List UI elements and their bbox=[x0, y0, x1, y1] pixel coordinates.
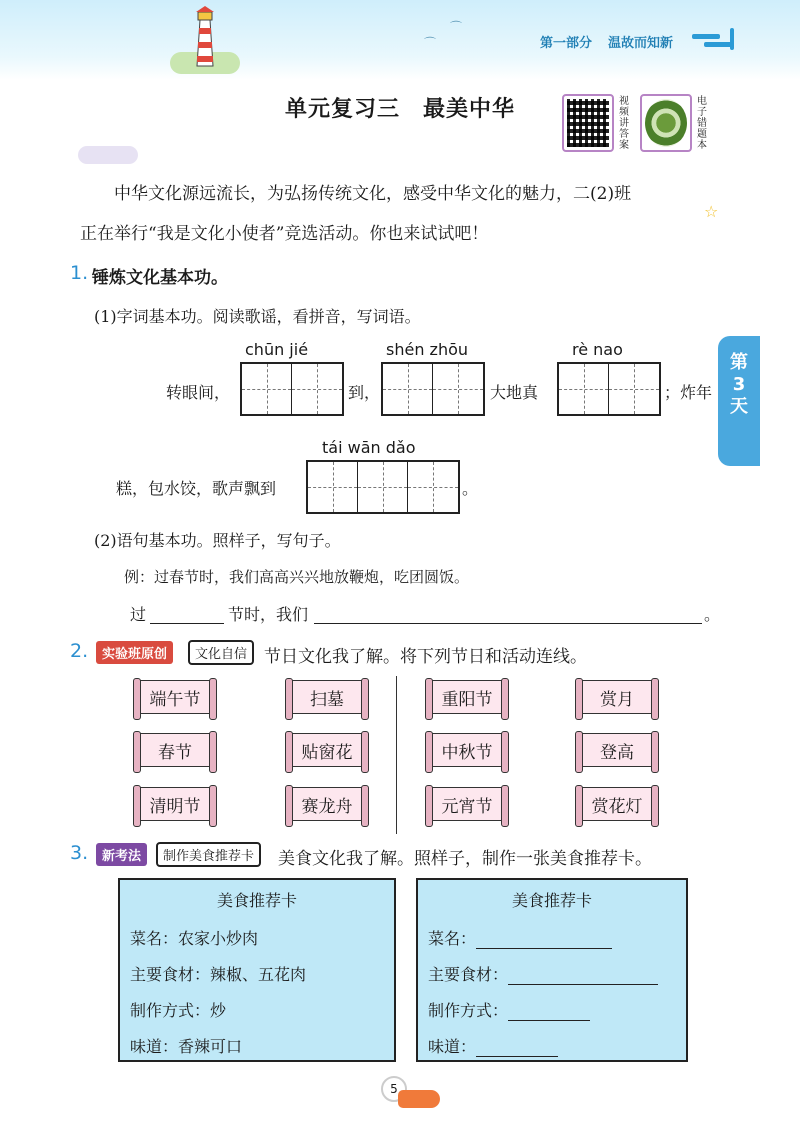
video-qr-label: 视频讲答案 bbox=[619, 96, 629, 151]
q1-example: 例：过春节时，我们高高兴兴地放鞭炮，吃团圆饭。 bbox=[124, 568, 470, 586]
star-icon: ☆ bbox=[704, 202, 719, 221]
method-blank[interactable] bbox=[508, 1005, 590, 1021]
poem-text-1: 转眼间， bbox=[166, 383, 231, 402]
pinyin-chunjie: chūn jié bbox=[245, 340, 309, 359]
submarine-icon bbox=[398, 1090, 440, 1108]
festival-card[interactable]: 中秋节 bbox=[430, 733, 504, 767]
culture-confidence-badge: 文化自信 bbox=[188, 640, 254, 665]
poem-text-4: ；炸年 bbox=[664, 383, 713, 402]
intro-paragraph bbox=[80, 174, 720, 254]
q1-fill-a: 过 bbox=[130, 605, 147, 624]
ebook-qr-label: 电子错题本 bbox=[697, 96, 707, 151]
new-method-badge: 新考法 bbox=[96, 843, 147, 866]
card-ingredients: 主要食材：辣椒、五花肉 bbox=[130, 965, 307, 984]
pinyin-shenzhou: shén zhōu bbox=[386, 340, 469, 359]
dish-blank[interactable] bbox=[476, 933, 612, 949]
q2-title: 节日文化我了解。将下列节日和活动连线。 bbox=[264, 647, 587, 667]
video-qr-code[interactable] bbox=[562, 94, 614, 152]
header-banner bbox=[0, 0, 800, 80]
q1-title: 锤炼文化基本功。 bbox=[92, 268, 228, 288]
answer-box-renao[interactable] bbox=[557, 362, 661, 416]
festival-card[interactable]: 重阳节 bbox=[430, 680, 504, 714]
card-taste-row: 味道： bbox=[428, 1034, 558, 1057]
q3-number: 3. bbox=[70, 842, 89, 864]
page-number: 5 bbox=[381, 1076, 407, 1102]
food-card-badge: 制作美食推荐卡 bbox=[156, 842, 261, 867]
wave-logo-icon bbox=[690, 28, 750, 52]
activity-card[interactable]: 扫墓 bbox=[290, 680, 364, 714]
card-title: 美食推荐卡 bbox=[216, 891, 297, 910]
activity-card[interactable]: 赛龙舟 bbox=[290, 787, 364, 821]
bird-icon: ⌒ bbox=[424, 36, 437, 50]
activity-card[interactable]: 赏花灯 bbox=[580, 787, 654, 821]
festival-card[interactable]: 清明节 bbox=[138, 787, 212, 821]
q1-blank-activity[interactable] bbox=[314, 606, 702, 624]
original-badge: 实验班原创 bbox=[96, 641, 173, 664]
card-ingredients-row: 主要食材： bbox=[428, 962, 658, 985]
header-part-label: 第一部分 bbox=[540, 36, 593, 51]
bird-icon: ⌒ bbox=[450, 20, 463, 34]
q1-number: 1. bbox=[70, 262, 89, 284]
sample-food-card bbox=[118, 878, 396, 1062]
page-title: 单元复习三 最美中华 bbox=[284, 97, 515, 122]
pinyin-taiwandao: tái wān dǎo bbox=[322, 438, 416, 457]
header-subtitle: 温故而知新 bbox=[608, 36, 674, 51]
q1-blank-festival[interactable] bbox=[150, 606, 224, 624]
poem-text-5: 糕，包水饺，歌声飘到 bbox=[116, 479, 277, 498]
poem-text-6: 。 bbox=[462, 479, 479, 498]
card-dish: 菜名：农家小炒肉 bbox=[130, 929, 259, 948]
day-tab: 第 3 天 bbox=[718, 336, 760, 466]
poem-text-2: 到， bbox=[348, 383, 381, 402]
intro-line-2: 正在举行“我是文化小使者”竞选活动。你也来试试吧！ bbox=[80, 224, 489, 244]
pinyin-renao: rè nao bbox=[572, 340, 623, 359]
q3-title: 美食文化我了解。照样子，制作一张美食推荐卡。 bbox=[278, 849, 652, 869]
lighthouse-icon bbox=[175, 6, 235, 72]
intro-line-1: 中华文化源远流长，为弘扬传统文化，感受中华文化的魅力，二(2)班 bbox=[114, 184, 632, 204]
festival-card[interactable]: 元宵节 bbox=[430, 787, 504, 821]
q1-fill-c: 。 bbox=[704, 605, 721, 624]
card-dish-row: 菜名： bbox=[428, 926, 612, 949]
ingredients-blank[interactable] bbox=[508, 969, 658, 985]
blank-food-card bbox=[416, 878, 688, 1062]
activity-card[interactable]: 登高 bbox=[580, 733, 654, 767]
answer-box-shenzhou[interactable] bbox=[381, 362, 485, 416]
q1-part1-title: (1)字词基本功。阅读歌谣，看拼音，写词语。 bbox=[94, 307, 421, 326]
activity-card[interactable]: 赏月 bbox=[580, 680, 654, 714]
card-method-row: 制作方式： bbox=[428, 998, 590, 1021]
taste-blank[interactable] bbox=[476, 1041, 558, 1057]
festival-card[interactable]: 端午节 bbox=[138, 680, 212, 714]
q1-fill-b: 节时，我们 bbox=[228, 605, 309, 624]
answer-box-chunjie[interactable] bbox=[240, 362, 344, 416]
card-method: 制作方式：炒 bbox=[130, 1001, 227, 1020]
answer-box-taiwandao[interactable] bbox=[306, 460, 460, 514]
q1-part2-title: (2)语句基本功。照样子，写句子。 bbox=[94, 531, 341, 550]
festival-card[interactable]: 春节 bbox=[138, 733, 212, 767]
ebook-qr-code[interactable] bbox=[640, 94, 692, 152]
card-title: 美食推荐卡 bbox=[511, 891, 592, 910]
poem-text-3: 大地真 bbox=[490, 383, 539, 402]
q2-number: 2. bbox=[70, 640, 89, 662]
cloud-decoration bbox=[78, 146, 138, 164]
card-taste: 味道：香辣可口 bbox=[130, 1037, 243, 1056]
matching-divider bbox=[396, 676, 397, 834]
activity-card[interactable]: 贴窗花 bbox=[290, 733, 364, 767]
